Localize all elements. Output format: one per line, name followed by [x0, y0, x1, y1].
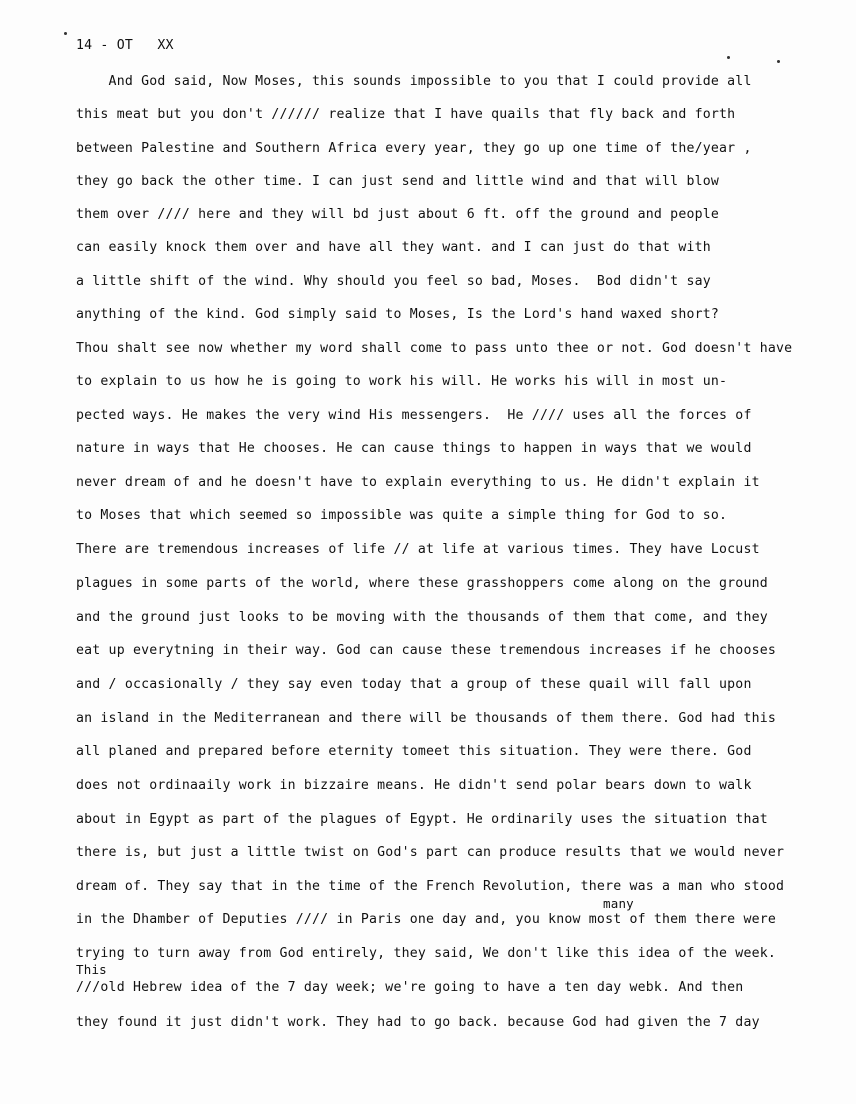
- text-line: a little shift of the wind. Why should you feel so bad, Moses. Bod didn't say: [76, 274, 711, 289]
- text-line: Thou shalt see now whether my word shall come to pass unto thee or not. God doesn't have: [76, 341, 793, 356]
- text-line: to explain to us how he is going to work his will. He works his will in most un-: [76, 374, 728, 389]
- text-line: can easily knock them over and have all they want. and I can just do that with: [76, 240, 711, 255]
- text-line: does not ordinaaily work in bizzaire means. He didn't send polar bears down to walk: [76, 778, 752, 793]
- text-line: all planed and prepared before eternity tomeet this situation. They were there. God: [76, 744, 752, 759]
- text-line: in the Dhamber of Deputies //// in Paris one day and, you know most of them there were: [76, 912, 777, 927]
- page-header: 14 - OT XX: [76, 38, 174, 53]
- interlinear-insertion: This: [76, 962, 107, 977]
- page-speck: [727, 56, 730, 59]
- text-line: an island in the Mediterranean and there will be thousands of them there. God had this: [76, 711, 777, 726]
- text-line: And God said, Now Moses, this sounds impossible to you that I could provide all: [76, 74, 752, 89]
- text-line: there is, but just a little twist on God's part can produce results that we would never: [76, 845, 785, 860]
- text-line: and the ground just looks to be moving with the thousands of them that come, and they: [76, 610, 768, 625]
- text-line: trying to turn away from God entirely, they said, We don't like this idea of the week.: [76, 946, 777, 961]
- interlinear-insertion: many: [603, 896, 634, 911]
- text-line: ///old Hebrew idea of the 7 day week; we're going to have a ten day webk. And then: [76, 980, 744, 995]
- text-line: dream of. They say that in the time of the French Revolution, there was a man who stood: [76, 879, 785, 894]
- text-line: nature in ways that He chooses. He can cause things to happen in ways that we would: [76, 441, 752, 456]
- text-line: between Palestine and Southern Africa every year, they go up one time of the/year ,: [76, 141, 752, 156]
- page-speck: [777, 60, 780, 63]
- text-line: pected ways. He makes the very wind His messengers. He //// uses all the forces of: [76, 408, 752, 423]
- text-line: plagues in some parts of the world, where these grasshoppers come along on the ground: [76, 576, 768, 591]
- page-speck: [64, 32, 67, 35]
- text-line: this meat but you don't ////// realize that I have quails that fly back and forth: [76, 107, 736, 122]
- text-line: about in Egypt as part of the plagues of Egypt. He ordinarily uses the situation that: [76, 812, 768, 827]
- text-line: anything of the kind. God simply said to Moses, Is the Lord's hand waxed short?: [76, 307, 720, 322]
- text-line: and / occasionally / they say even today that a group of these quail will fall upon: [76, 677, 752, 692]
- text-line: There are tremendous increases of life // at life at various times. They have Locust: [76, 542, 760, 557]
- text-line: they go back the other time. I can just send and little wind and that will blow: [76, 174, 720, 189]
- text-line: to Moses that which seemed so impossible was quite a simple thing for God to so.: [76, 508, 728, 523]
- text-line: them over //// here and they will bd just about 6 ft. off the ground and people: [76, 207, 720, 222]
- text-line: eat up everytning in their way. God can cause these tremendous increases if he chooses: [76, 643, 777, 658]
- text-line: they found it just didn't work. They had to go back. because God had given the 7 day: [76, 1015, 760, 1030]
- text-line: never dream of and he doesn't have to explain everything to us. He didn't explain it: [76, 475, 760, 490]
